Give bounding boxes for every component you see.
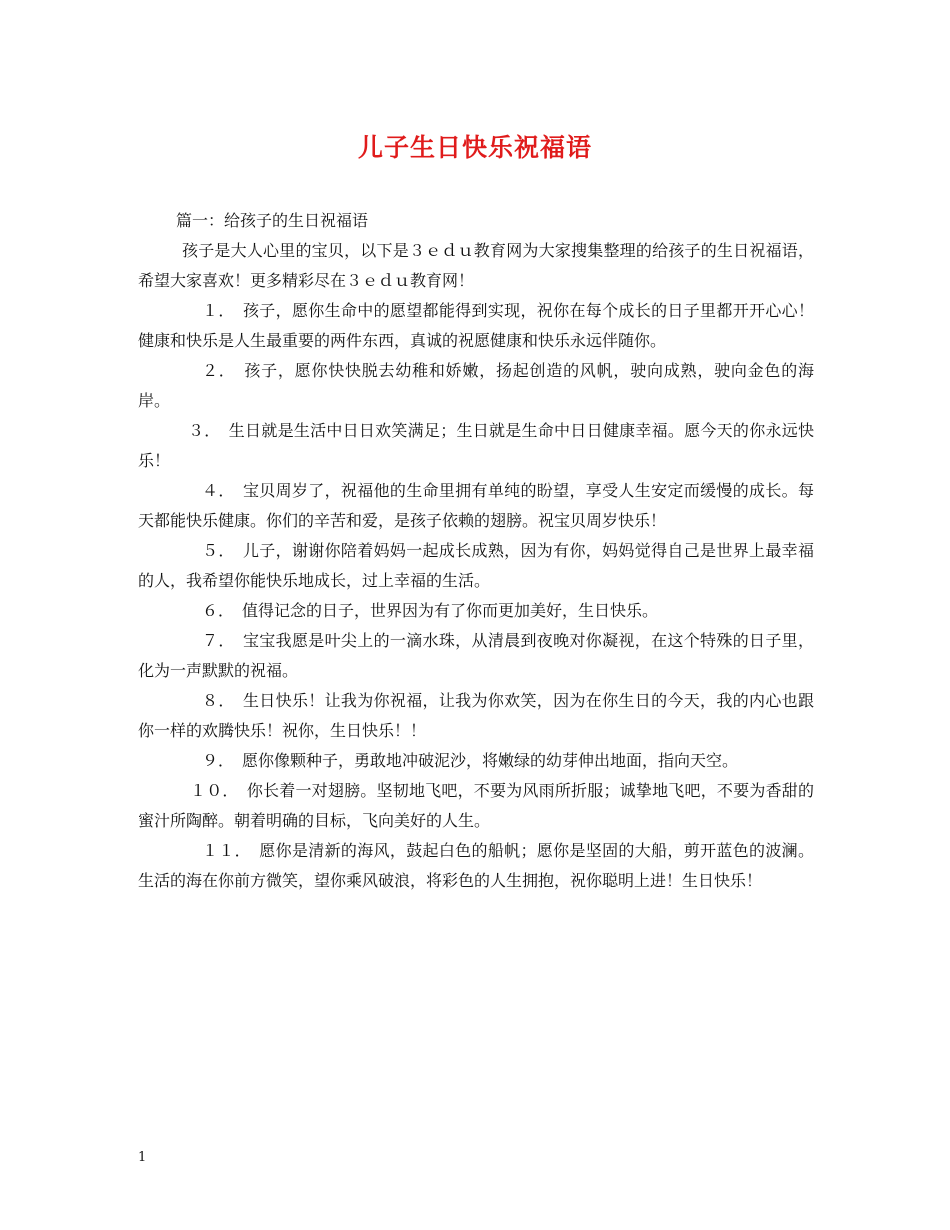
page-number: 1 [138, 1150, 147, 1165]
blessing-item-10: １０． 你长着一对翅膀。坚韧地飞吧，不要为风雨所折服；诚挚地飞吧，不要为香甜的蜜汁所陶醉。朝着明确的目标，飞向美好的人生。 [138, 781, 814, 830]
blessing-item-2: ２． 孩子，愿你快快脱去幼稚和娇嫩，扬起创造的风帆，驶向成熟，驶向金色的海岸。 [138, 361, 814, 410]
blessing-item-9: ９． 愿你像颗种子，勇敢地冲破泥沙，将嫩绿的幼芽伸出地面，指向天空。 [202, 751, 739, 770]
document-body [138, 206, 814, 896]
blessing-item-4: ４． 宝贝周岁了，祝福他的生命里拥有单纯的盼望，享受人生安定而缓慢的成长。每天都能快乐健康。你们的辛苦和爱，是孩子依赖的翅膀。祝宝贝周岁快乐！ [138, 481, 814, 530]
intro-paragraph: 孩子是大人心里的宝贝，以下是３ｅｄｕ教育网为大家搜集整理的给孩子的生日祝福语，希望大家喜欢！更多精彩尽在３ｅｄｕ教育网！ [138, 241, 814, 290]
blessing-item-5: ５． 儿子，谢谢你陪着妈妈一起成长成熟，因为有你，妈妈觉得自己是世界上最幸福的人，我希望你能快乐地成长，过上幸福的生活。 [138, 541, 814, 590]
document-title: 儿子生日快乐祝福语 [357, 133, 592, 162]
blessing-item-6: ６． 值得记念的日子，世界因为有了你而更加美好，生日快乐。 [202, 601, 659, 620]
blessing-item-11: １１． 愿你是清新的海风，鼓起白色的船帆；愿你是坚固的大船，剪开蓝色的波澜。生活的海在你前方微笑，望你乘风破浪，将彩色的人生拥抱，祝你聪明上进！生日快乐！ [138, 841, 814, 890]
section-heading: 篇一：给孩子的生日祝福语 [176, 211, 369, 230]
blessing-item-8: ８． 生日快乐！让我为你祝福，让我为你欢笑，因为在你生日的今天，我的内心也跟你一样的欢腾快乐！祝你，生日快乐！！ [138, 691, 814, 740]
blessing-item-3: ３． 生日就是生活中日日欢笑满足；生日就是生命中日日健康幸福。愿今天的你永远快乐！ [138, 421, 814, 470]
blessing-item-7: ７． 宝宝我愿是叶尖上的一滴水珠，从清晨到夜晚对你凝视，在这个特殊的日子里，化为一声默默的祝福。 [138, 631, 814, 680]
blessing-item-1: １． 孩子，愿你生命中的愿望都能得到实现，祝你在每个成长的日子里都开开心心！健康和快乐是人生最重要的两件东西，真诚的祝愿健康和快乐永远伴随你。 [138, 301, 814, 350]
